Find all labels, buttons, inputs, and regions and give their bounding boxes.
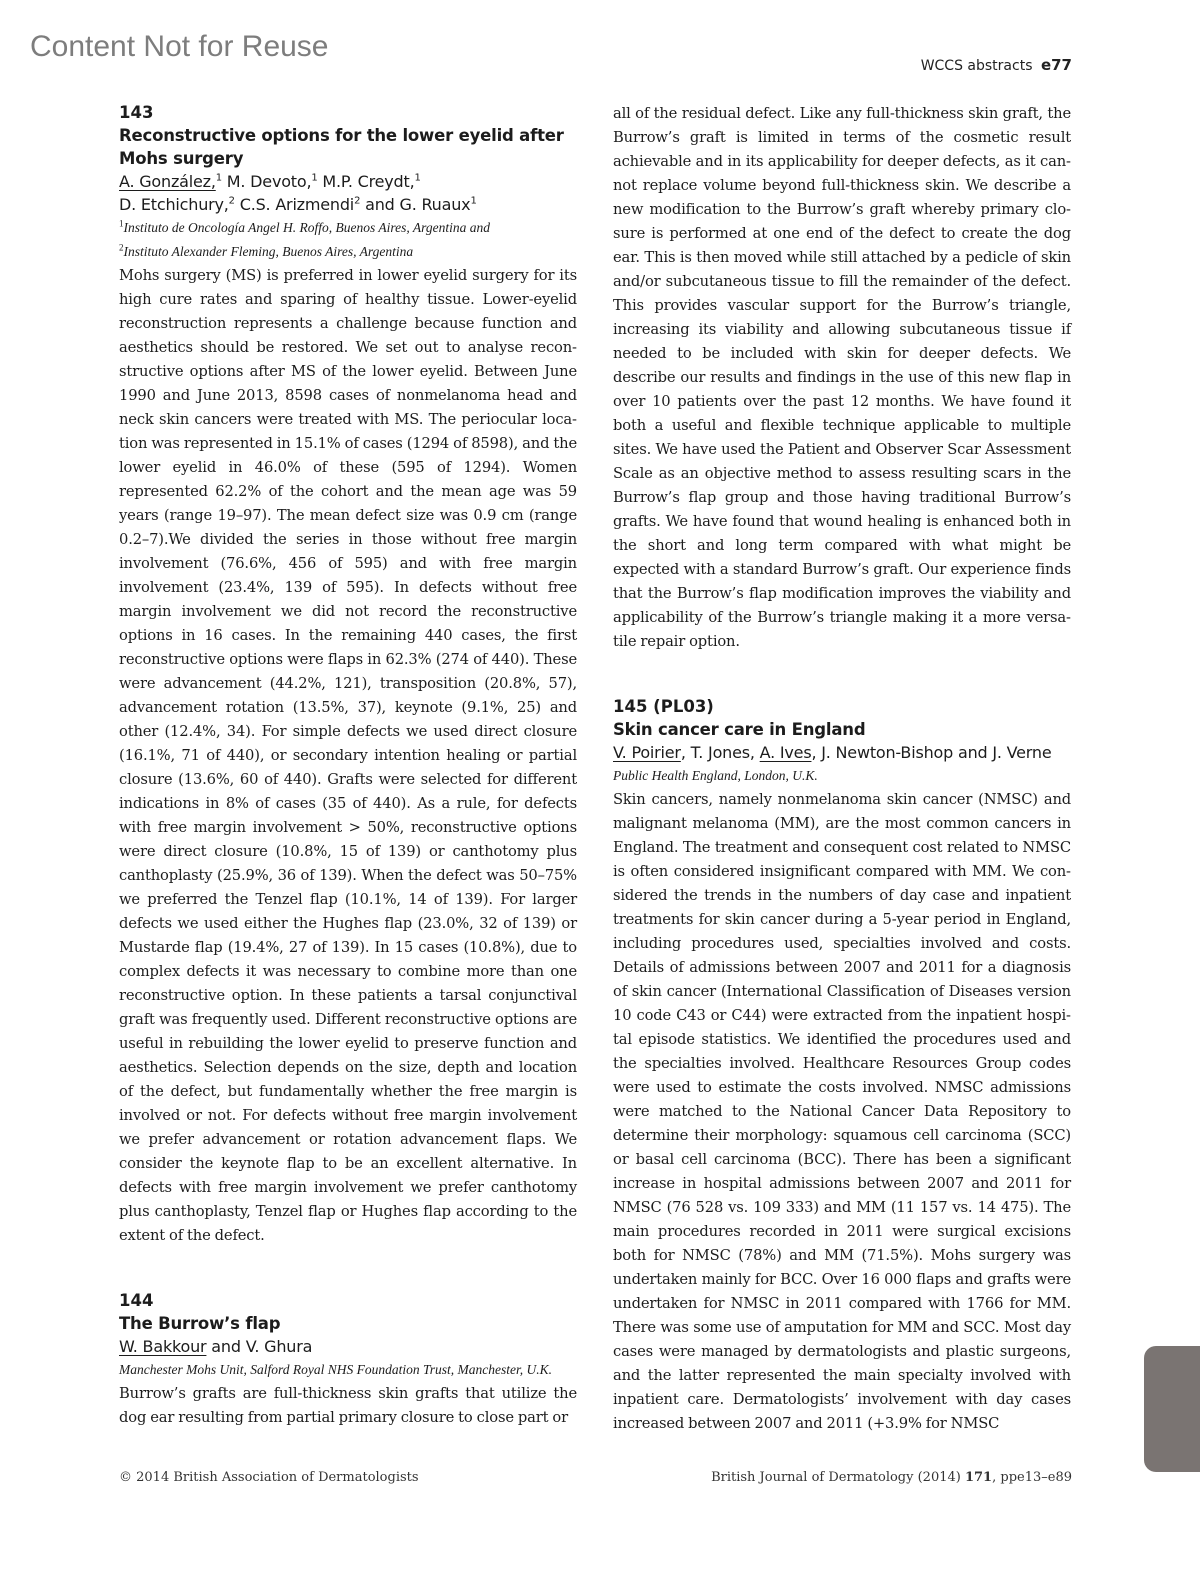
running-head [921, 56, 1072, 74]
abstract-144 [119, 1290, 577, 1430]
abstract-body: Burrow’s grafts are full-thickness skin grafts that utilize the dog ear resulting from partial primary closure to close part or [119, 1385, 577, 1426]
page-number: e77 [1040, 56, 1072, 74]
abstract-title: The Burrow’s flap [119, 1314, 281, 1333]
abstract-143 [119, 102, 577, 1248]
abstract-body: Mohs surgery (MS) is preferred in lower eyelid surgery for its high cure rates and sparing of healthy tissue. Lower-eyelid reconstruction represents a challenge because function and aesthetics should be restored. We set out to analyse reconstructive options after MS of the lower eyelid. Between June 1990 and June 2013, 8598 cases of nonmelanoma head and neck skin cancers were treated with MS. The periocular location was represented in 15.1% of cases (1294 of 8598), and the lower eyelid in 46.0% of these (595 of 1294). Women represented 62.2% of the cohort and the mean age was 59 years (range 19–97). The mean defect size was 0.9 cm (range 0.2–7).We divided the series in those without free margin involvement (76.6%, 456 of 595) and with free margin involvement (23.4%, 139 of 595). In defects without free margin involvement we did not record the reconstructive options in 16 cases. In the remaining 440 cases, the first reconstructive options were flaps in 62.3% (274 of 440). These were advancement (44.2%, 121), transposition (20.8%, 57), advancement rotation (13.5%, 37), keynote (9.1%, 25) and other (12.4%, 34). For simple defects we used direct closure (16.1%, 71 of 440), or secondary intention healing or partial closure (13.6%, 60 of 440). Grafts were selected for different indications in 8% of cases (35 of 440). As a rule, for defects with free margin involvement > 50%, reconstructive options were direct closure (10.8%, 15 of 139) or canthotomy plus canthoplasty (25.9%, 36 of 139). When the defect was 50–75% we preferred the Tenzel flap (10.1%, 14 of 139). For larger defects we used either the Hughes flap (23.0%, 32 of 139) or Mustarde flap (19.4%, 27 of 139). In 15 cases (10.8%), due to complex defects it was necessary to combine more than one reconstructive option. In these patients a tarsal conjunctival graft was frequently used. Different reconstructive options are useful in rebuilding the lower eyelid to preserve function and aesthetics. Selection depends on the size, depth and location of the defect, but fundamentally whether the free margin is involved or not. For defects without free margin involvement we prefer advancement or rotation advancement flaps. We consider the keynote flap to be an excellent alternative. In defects with free margin involvement we prefer canthotomy plus canthoplasty, Tenzel flap or Hughes flap according to the extent of the defect. [119, 267, 577, 1244]
abstract-number: 143 [119, 103, 154, 122]
affiliation: Public Health England, London, U.K. [613, 768, 818, 783]
abstract-title: Skin cancer care in England [613, 720, 866, 739]
presenting-author: A. Ives [759, 743, 812, 762]
journal-citation: British Journal of Dermatology (2014) 171, ppe13–e89 [711, 1470, 1072, 1485]
abstract-number: 144 [119, 1291, 154, 1310]
running-head-label: WCCS abstracts [920, 58, 1033, 74]
author-list: W. Bakkour and V. Ghura [119, 1337, 313, 1356]
presenting-author: W. Bakkour [119, 1337, 207, 1356]
abstract-145 [613, 696, 1071, 1436]
section-thumb-tab [1144, 1346, 1200, 1472]
left-column [119, 102, 577, 1430]
presenting-author: A. González, [119, 172, 216, 191]
volume-number: 171 [964, 1470, 993, 1485]
watermark-text: Content Not for Reuse [30, 30, 329, 63]
abstract-body: Skin cancers, namely nonmelanoma skin cancer (NMSC) and malignant melanoma (MM), are the most common cancers in England. The treatment and consequent cost related to NMSC is often considered insignificant compared with MM. We considered the trends in the numbers of day case and inpatient treatments for skin cancer during a 5-year period in England, including procedures used, specialties involved and costs. Details of admissions between 2007 and 2011 for a diagnosis of skin cancer (International Classification of Diseases version 10 code C43 or C44) were extracted from the inpatient hospital episode statistics. We identified the procedures used and the specialties involved. Healthcare Resources Group codes were used to estimate the costs involved. NMSC admissions were matched to the National Cancer Data Repository to determine their morphology: squamous cell carcinoma (SCC) or basal cell carcinoma (BCC). There has been a significant increase in hospital admissions between 2007 and 2011 for NMSC (76 528 vs. 109 333) and MM (11 157 vs. 14 475). The main procedures recorded in 2011 were surgical excisions both for NMSC (78%) and MM (71.5%). Mohs surgery was undertaken mainly for BCC. Over 16 000 flaps and grafts were undertaken for NMSC in 2011 compared with 1766 for MM. There was some use of amputation for MM and SCC. Most day cases were managed by dermatologists and plastic surgeons, and the latter represented the main specialty involved with inpatient care. Dermatologists’ involvement with day cases increased between 2007 and 2011 (+3.9% for NMSC [613, 791, 1071, 1432]
affiliation: $^1$Instituto de Oncología Angel H. Roffo, Buenos Aires, Argentina and $^2$Instituto Alexander Fleming, Buenos Aires, Argentina [119, 218, 490, 259]
affiliation: Manchester Mohs Unit, Salford Royal NHS Foundation Trust, Manchester, U.K. [119, 1362, 552, 1377]
abstract-body-continued: all of the residual defect. Like any full-thickness skin graft, the Burrow’s graft is limited in terms of the cosmetic result achievable and in its applicability for deeper defects, as it cannot replace volume beyond full-thickness skin. We describe a new modification to the Burrow’s graft whereby primary closure is performed at one end of the defect to create the dog ear. This is then moved while still attached by a pedicle of skin and/or subcutaneous tissue to fill the remainder of the defect. This provides vascular support for the Burrow’s triangle, increasing its viability and allowing subcutaneous tissue if needed to be included with skin for deeper defects. We describe our results and findings in the use of this new flap in over 10 patients over the past 12 months. We have found it both a useful and flexible technique applicable to multiple sites. We have used the Patient and Observer Scar Assessment Scale as an objective method to assess resulting scars in the Burrow’s flap group and those having traditional Burrow’s grafts. We have found that wound healing is enhanced both in the short and long term compared with what might be expected with a standard Burrow’s graft. Our experience finds that the Burrow’s flap modification improves the viability and applicability of the Burrow’s triangle making it a more versatile repair option. [613, 105, 1071, 650]
author-list: A. González,$^1$ M. Devoto,$^1$ M.P. Creydt,$^1$ D. Etchichury,$^2$ C.S. Arizmendi$^2$ and G. Ruaux$^1$ [119, 172, 477, 214]
author-list: V. Poirier, T. Jones, A. Ives, J. Newton-Bishop and J. Verne [613, 743, 1052, 762]
presenting-author: V. Poirier [613, 743, 681, 762]
copyright-notice: © 2014 British Association of Dermatologists [119, 1470, 419, 1485]
abstract-title: Reconstructive options for the lower eyelid after Mohs surgery [119, 126, 564, 168]
abstract-number: 145 (PL03) [613, 697, 714, 716]
right-column [613, 102, 1071, 1436]
